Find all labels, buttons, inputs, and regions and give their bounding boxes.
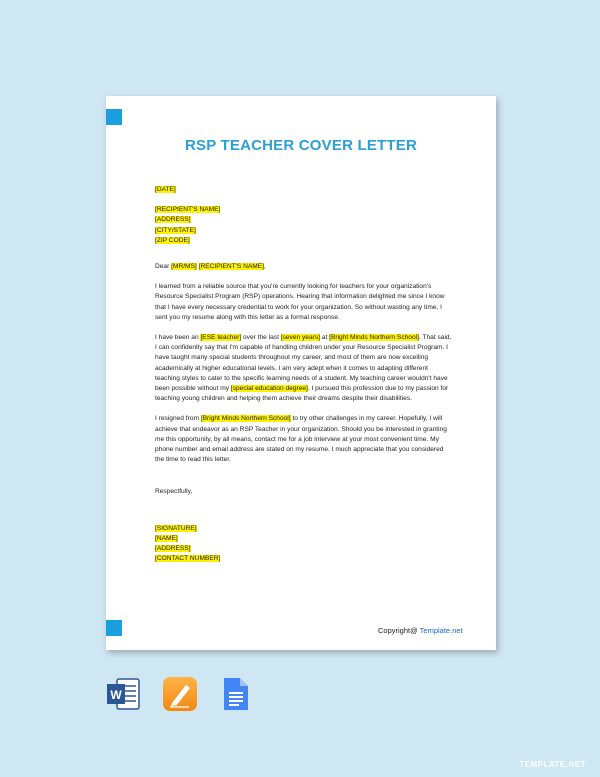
para2-years-placeholder: [seven years] [280,334,320,342]
para2-line: have taught many special students throughout my career, and most of them are now excelling [155,354,429,362]
para3-line: the time to read this letter. [155,456,231,464]
word-icon[interactable] [105,676,141,712]
para2-line: I can confidently say that I'm capable of handling children under your Resource Specialist Program. I [155,344,449,352]
para2-line: teaching styles to cater to the specific learning needs of a student. My teaching career wouldn't have [155,374,448,382]
paragraph-2 [155,333,463,404]
para2-line: academically at higher educational levels. I am very adept when it comes to adapting different [155,364,428,372]
recipient-name: [RECIPIENT'S NAME] [155,206,221,214]
para1-line: Resource Specialist Program (RSP) operations. Hearing that information delighted me since I know [155,293,445,301]
copyright-footer [378,626,463,635]
para3-line: me this opportunity, by all means, contact me for a job interview at your most convenient time. My [155,435,439,443]
closing [155,487,463,497]
recipient-zip: [ZIP CODE] [155,236,190,244]
pages-icon[interactable] [162,676,198,712]
signature-address: [ADDRESS] [155,545,191,553]
salutation-title: [MR/MS] [171,263,197,271]
closing-text: Respectfully, [155,488,193,496]
para2-text: over the last [241,334,281,342]
recipient-block [155,205,463,246]
signature-block [155,524,463,565]
word-letter: W [110,688,122,702]
letter-body [155,185,463,574]
para2-text: I have been an [155,334,201,342]
para1-line: I learned from a reliable source that you're currently looking for teachers for your organization's [155,283,432,291]
para3-line: achieve that endeavor as an RSP Teacher in your organization. Should you be interested in granting [155,425,447,433]
para2-school-placeholder: [Bright Minds Northern School] [329,334,419,342]
para3-line: phone number and email address are stated on my resume. I much appreciate that you considered [155,446,444,454]
google-docs-icon[interactable] [217,676,253,712]
date-placeholder: [DATE] [155,186,176,193]
brand-watermark: TEMPLATE.NET [519,760,586,769]
para2-degree-placeholder: [special education degree] [230,385,308,393]
salutation-name: [RECIPIENT'S NAME] [198,263,264,271]
letter-title: RSP TEACHER COVER LETTER [184,137,418,154]
paragraph-3 [155,414,463,465]
signature-name: [NAME] [155,534,178,542]
letter-preview [106,96,496,650]
para2-text: . I pursued this profession due to my passion for [307,385,449,393]
signature-placeholder: [SIGNATURE] [155,524,197,532]
para2-text: been possible without my [155,385,231,393]
corner-accent-bottom [106,620,122,636]
recipient-address: [ADDRESS] [155,216,191,224]
recipient-city-state: [CITY/STATE] [155,226,196,234]
para1-line: sent you my resume along with this letter as a formal response. [155,313,340,321]
salutation [155,262,463,272]
para1-line: that I have every necessary credential to work for your organization. So without wasting any time, I [155,303,442,311]
salutation-prefix: Dear [155,263,172,271]
para2-text: at [319,334,330,342]
para2-line: teaching young children and helping them achieve their dreams despite their disabilities. [155,395,412,403]
copyright-link[interactable]: Template.net [419,626,463,635]
corner-accent-top [106,109,122,125]
paragraph-1 [155,282,463,323]
para2-text: . That said, [418,334,452,342]
signature-contact: [CONTACT NUMBER] [155,555,221,563]
date-block [155,185,463,195]
para3-text: to try other challenges in my career. Hopefully, I will [290,415,443,423]
copyright-prefix: Copyright@ [378,626,420,635]
para3-school-placeholder: [Bright Minds Northern School] [200,415,291,423]
salutation-suffix: , [264,263,266,271]
para3-text: I resigned from [155,415,201,423]
para2-role-placeholder: [ESE teacher] [200,334,242,342]
